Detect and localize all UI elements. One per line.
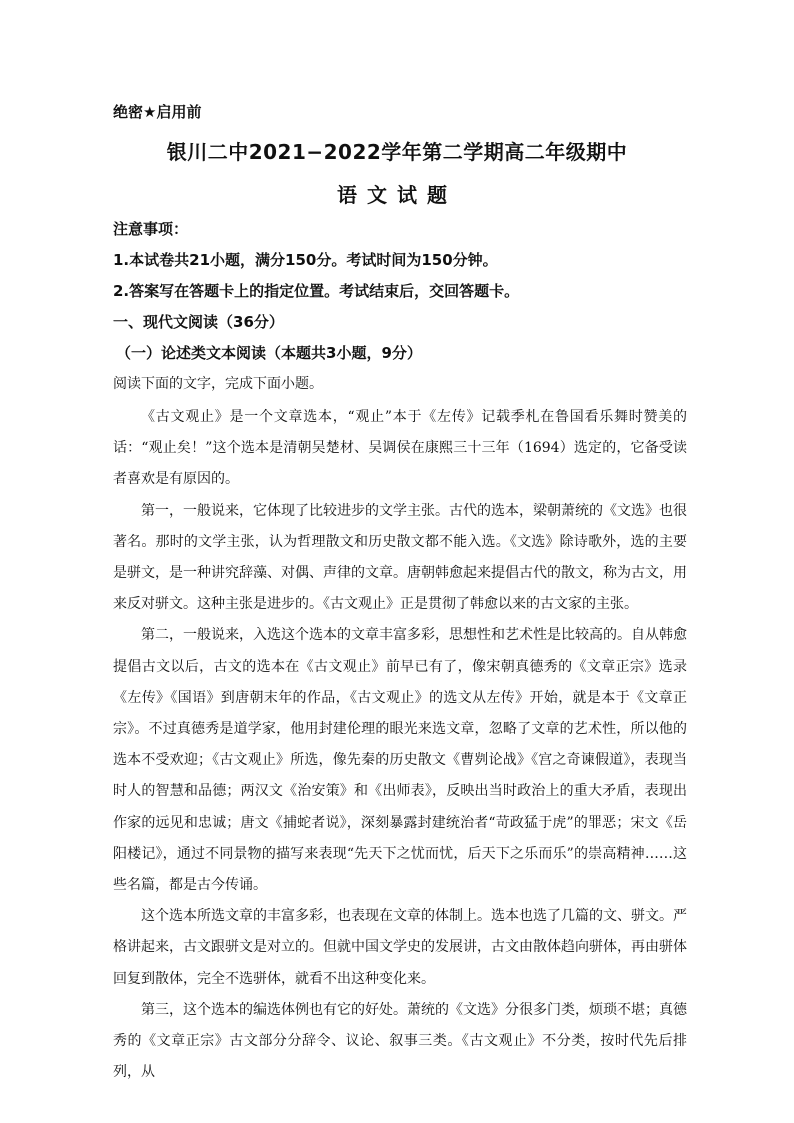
- passage-paragraph-1: 《古文观止》是一个文章选本，“观止”本于《左传》记载季札在鲁国看乐舞时赞美的话：“观止矣！”这个选本是清朝吴楚材、吴调侯在康熙三十三年（1694）选定的，它备受读者喜欢是有原因的。: [113, 409, 687, 488]
- exam-title: 银川二中2021−2022学年第二学期高二年级期中: [166, 140, 628, 164]
- notice-item-2: 2.答案写在答题卡上的指定位置。考试结束后，交回答题卡。: [113, 282, 520, 300]
- subject-title: 语文试题: [337, 183, 457, 207]
- subsection-title: （一）论述类文本阅读（本题共3小题，9分）: [116, 344, 422, 362]
- section-title: 一、现代文阅读（36分）: [113, 313, 284, 331]
- confidential-label: 绝密★启用前: [113, 103, 202, 121]
- passage-paragraph-4: 这个选本所选文章的丰富多彩，也表现在文章的体制上。选本也选了几篇的文、骈文。严格讲起来，古文跟骈文是对立的。但就中国文学史的发展讲，古文由散体趋向骈体，再由骈体回复到散体，完全不选骈体，就看不出这种变化来。: [113, 908, 687, 987]
- passage-paragraph-5: 第三，这个选本的编选体例也有它的好处。萧统的《文选》分很多门类，烦琐不堪；真德秀的《文章正宗》古文部分分辞令、议论、叙事三类。《古文观止》不分类，按时代先后排列，从: [113, 1001, 687, 1081]
- reading-passage: [113, 402, 687, 1088]
- notice-item-1: 1.本试卷共21小题，满分150分。考试时间为150分钟。: [113, 251, 498, 269]
- passage-paragraph-2: 第一，一般说来，它体现了比较进步的文学主张。古代的选本，梁朝萧统的《文选》也很著名。那时的文学主张，认为哲理散文和历史散文都不能入选。《文选》除诗歌外，选的主要是骈文，是一种讲究辞藻、对偶、声律的文章。唐朝韩愈起来提倡古代的散文，称为古文，用来反对骈文。这种主张是进步的。《古文观止》正是贯彻了韩愈以来的古文家的主张。: [113, 502, 687, 613]
- passage-paragraph-3: 第二，一般说来，入选这个选本的文章丰富多彩，思想性和艺术性是比较高的。自从韩愈提倡古文以后，古文的选本在《古文观止》前早已有了，像宋朝真德秀的《文章正宗》选录《左传》《国语》到唐朝末年的作品，《古文观止》的选文从左传》开始，就是本于《文章正宗》。不过真德秀是道学家，他用封建伦理的眼光来选文章，忽略了文章的艺术性，所以他的选本不受欢迎；《古文观止》所选，像先秦的历史散文《曹刿论战》《宫之奇谏假道》，表现当时人的智慧和品德；两汉文《治安策》和《出师表》，反映出当时政治上的重大矛盾，表现出作家的远见和忠诚；唐文《捕蛇者说》，深刻暴露封建统治者“苛政猛于虎”的罪恶；宋文《岳阳楼记》，通过不同景物的描写来表现“先天下之忧而忧，后天下之乐而乐”的崇高精神……这些名篇，都是古今传诵。: [113, 627, 687, 894]
- notice-heading: 注意事项：: [113, 220, 189, 238]
- reading-instruction: 阅读下面的文字，完成下面小题。: [113, 376, 323, 392]
